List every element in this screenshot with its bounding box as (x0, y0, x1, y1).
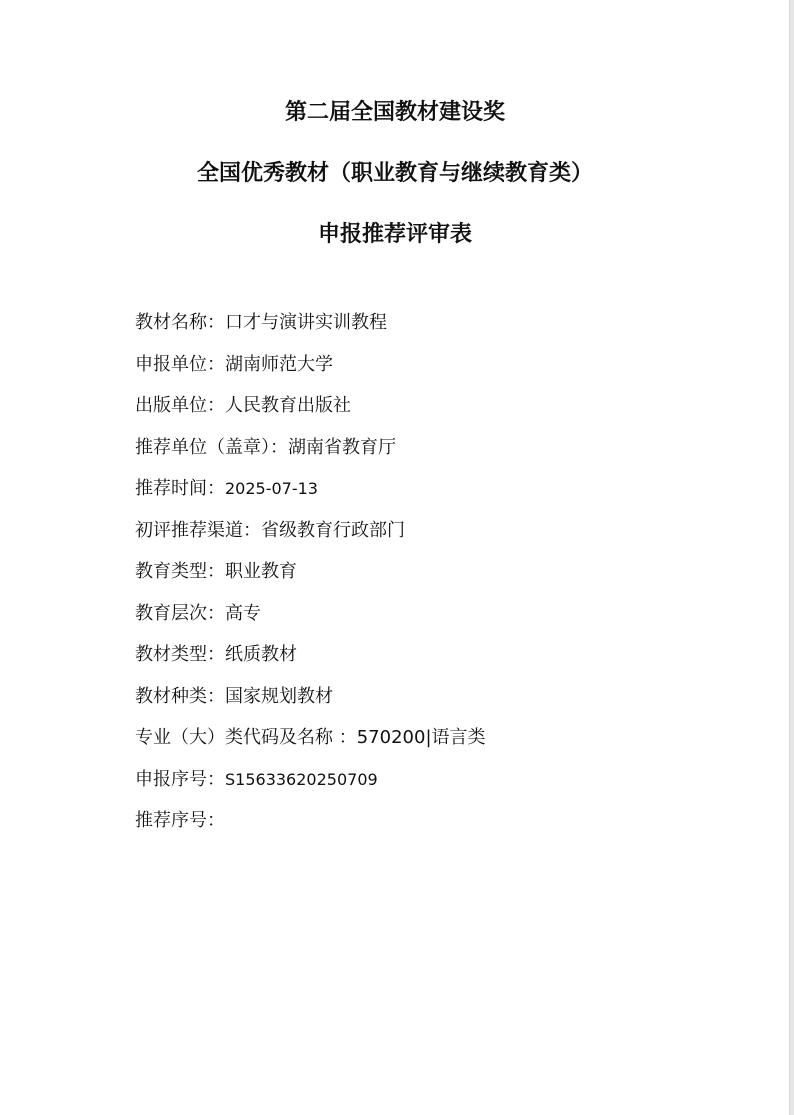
field-value: 省级教育行政部门 (261, 519, 405, 541)
field-value: 职业教育 (225, 561, 297, 582)
page-edge-divider (789, 0, 794, 1115)
field-initial-review-channel (135, 516, 695, 558)
field-value: 纸质教材 (225, 644, 297, 665)
field-recommendation-number (135, 806, 695, 848)
field-value: 湖南师范大学 (225, 353, 333, 375)
field-label: 教材名称： (135, 312, 225, 333)
field-textbook-name (135, 308, 695, 350)
field-label: 初评推荐渠道： (135, 519, 261, 541)
field-label: 教材种类： (135, 685, 225, 707)
field-education-type (135, 557, 695, 599)
field-textbook-type (135, 640, 695, 682)
field-label: 申报序号： (135, 768, 225, 790)
field-label: 专业（大）类代码及名称 ： (135, 727, 357, 748)
field-label: 推荐序号： (135, 810, 225, 831)
field-application-number (135, 765, 695, 807)
field-label: 申报单位： (135, 353, 225, 375)
form-title: 申报推荐评审表 (317, 222, 472, 247)
field-label: 教育层次： (135, 602, 225, 624)
field-major-code-name (135, 723, 695, 765)
field-textbook-category (135, 682, 695, 724)
field-label: 出版单位： (135, 395, 225, 416)
title-block (0, 102, 790, 246)
field-applicant-unit (135, 350, 695, 392)
field-value: S15633620250709 (225, 769, 378, 789)
field-label: 教材类型： (135, 644, 225, 665)
field-value: 人民教育出版社 (225, 395, 351, 416)
field-value: 口才与演讲实训教程 (225, 312, 387, 333)
field-recommendation-date (135, 474, 695, 516)
field-label: 推荐时间： (135, 478, 225, 499)
field-label: 推荐单位（盖章）： (135, 436, 288, 458)
category-title: 全国优秀教材（职业教育与继续教育类） (196, 161, 593, 186)
award-title: 第二届全国教材建设奖 (284, 100, 505, 125)
field-value: 国家规划教材 (225, 685, 333, 707)
field-value: 高专 (225, 602, 261, 624)
field-publisher (135, 391, 695, 433)
field-education-level (135, 599, 695, 641)
field-value: 2025-07-13 (225, 479, 318, 498)
field-recommending-unit (135, 433, 695, 475)
field-value: 湖南省教育厅 (288, 436, 396, 458)
field-value: 570200|语言类 (356, 727, 486, 748)
info-fields (135, 308, 695, 848)
field-label: 教育类型： (135, 561, 225, 582)
